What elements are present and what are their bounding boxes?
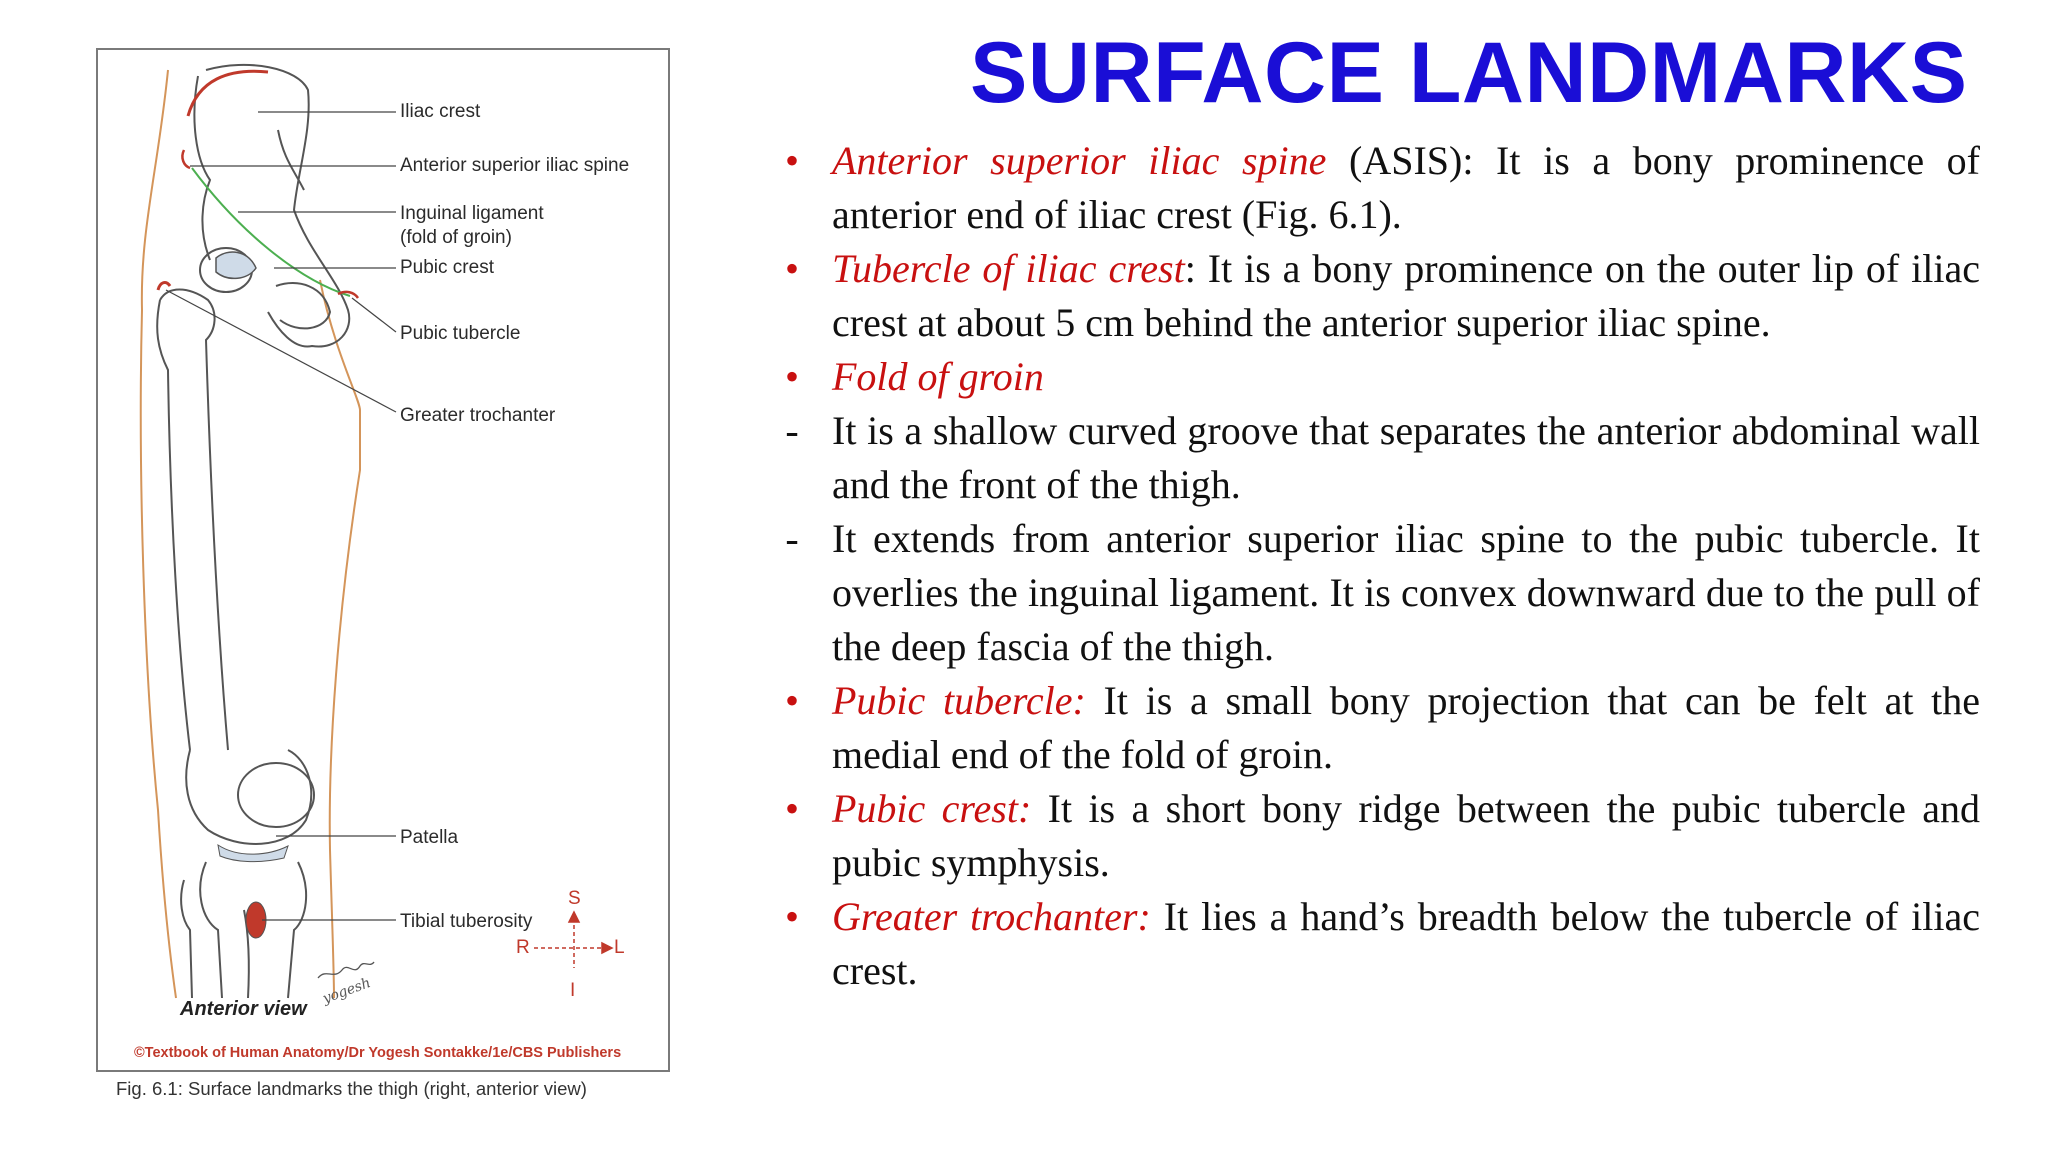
list-item-tubercle [772, 242, 1980, 350]
term: Anterior superior iliac spine [832, 138, 1327, 183]
anatomy-figure [96, 48, 670, 1072]
figure-caption: Fig. 6.1: Surface landmarks the thigh (right, anterior view) [116, 1078, 587, 1099]
label-greater-trochanter: Greater trochanter [400, 405, 556, 426]
description: : It is a bony prominence on the outer lip of iliac crest at about 5 cm behind the anterior superior iliac spine. [832, 246, 1980, 345]
thigh-illustration [98, 50, 672, 1074]
label-inguinal-ligament: Inguinal ligament [400, 203, 544, 224]
description: It is a short bony ridge between the pubic tubercle and pubic symphysis. [832, 786, 1980, 885]
description: It lies a hand’s breadth below the tubercle of iliac crest. [832, 894, 1980, 993]
inguinal-ligament [192, 168, 350, 296]
bullet-marker: • [784, 354, 799, 399]
view-label: Anterior view [180, 998, 307, 1020]
term: Fold of groin [832, 354, 1044, 399]
orientation-superior: S [568, 888, 581, 909]
term: Tubercle of iliac crest [832, 246, 1185, 291]
iliac-crest-highlight [188, 71, 268, 116]
pubic-symphysis [216, 252, 256, 278]
label-iliac-crest: Iliac crest [400, 101, 481, 122]
label-pubic-crest: Pubic crest [400, 257, 494, 278]
orientation-arrows [534, 912, 612, 968]
bullet-marker: • [784, 786, 799, 831]
asis-highlight [182, 150, 190, 168]
orientation-right: R [516, 937, 530, 958]
list-item-pubic-tubercle [772, 674, 1980, 782]
list-item-asis [772, 134, 1980, 242]
list-item-pubic-crest [772, 782, 1980, 890]
term: Pubic tubercle: [832, 678, 1086, 723]
bullet-marker: • [784, 138, 799, 183]
label-tibial-tuberosity: Tibial tuberosity [400, 911, 533, 932]
tibia-fibula [181, 862, 306, 998]
greater-trochanter-mark [158, 283, 170, 290]
dash-marker: - [785, 408, 799, 453]
leader-lines [166, 112, 396, 920]
orientation-inferior: I [570, 980, 576, 1001]
description: It is a shallow curved groove that separates the anterior abdominal wall and the front of the thigh. [832, 408, 1980, 507]
list-item-extent [772, 512, 1980, 674]
bullet-marker: • [784, 894, 799, 939]
signature: yogesh [320, 974, 373, 1008]
knee-cartilage [218, 845, 288, 862]
patella [238, 763, 314, 827]
dash-marker: - [785, 516, 799, 561]
description: (ASIS): It is a bony prominence of anterior end of iliac crest (Fig. 6.1). [832, 138, 1981, 237]
label-patella: Patella [400, 827, 459, 848]
list-item-fold-of-groin [772, 350, 1980, 404]
list-item-greater-trochanter [772, 890, 1980, 998]
orientation-left: L [614, 937, 625, 958]
label-pubic-tubercle: Pubic tubercle [400, 323, 521, 344]
label-fold-of-groin: (fold of groin) [400, 227, 512, 248]
label-asis: Anterior superior iliac spine [400, 155, 630, 176]
slide-title: SURFACE LANDMARKS [970, 25, 1968, 121]
copyright-notice: ©Textbook of Human Anatomy/Dr Yogesh Sontakke/1e/CBS Publishers [134, 1045, 622, 1061]
bullet-marker: • [784, 246, 799, 291]
landmark-list [772, 134, 1980, 998]
list-item-groove [772, 404, 1980, 512]
description: It extends from anterior superior iliac spine to the pubic tubercle. It overlies the inguinal ligament. It is convex downward due to the pull of the deep fascia of the thigh. [832, 516, 1980, 669]
description: It is a small bony projection that can be felt at the medial end of the fold of groin. [832, 678, 1980, 777]
bullet-marker: • [784, 678, 799, 723]
femur [157, 290, 311, 844]
term: Pubic crest: [832, 786, 1032, 831]
term: Greater trochanter: [832, 894, 1151, 939]
